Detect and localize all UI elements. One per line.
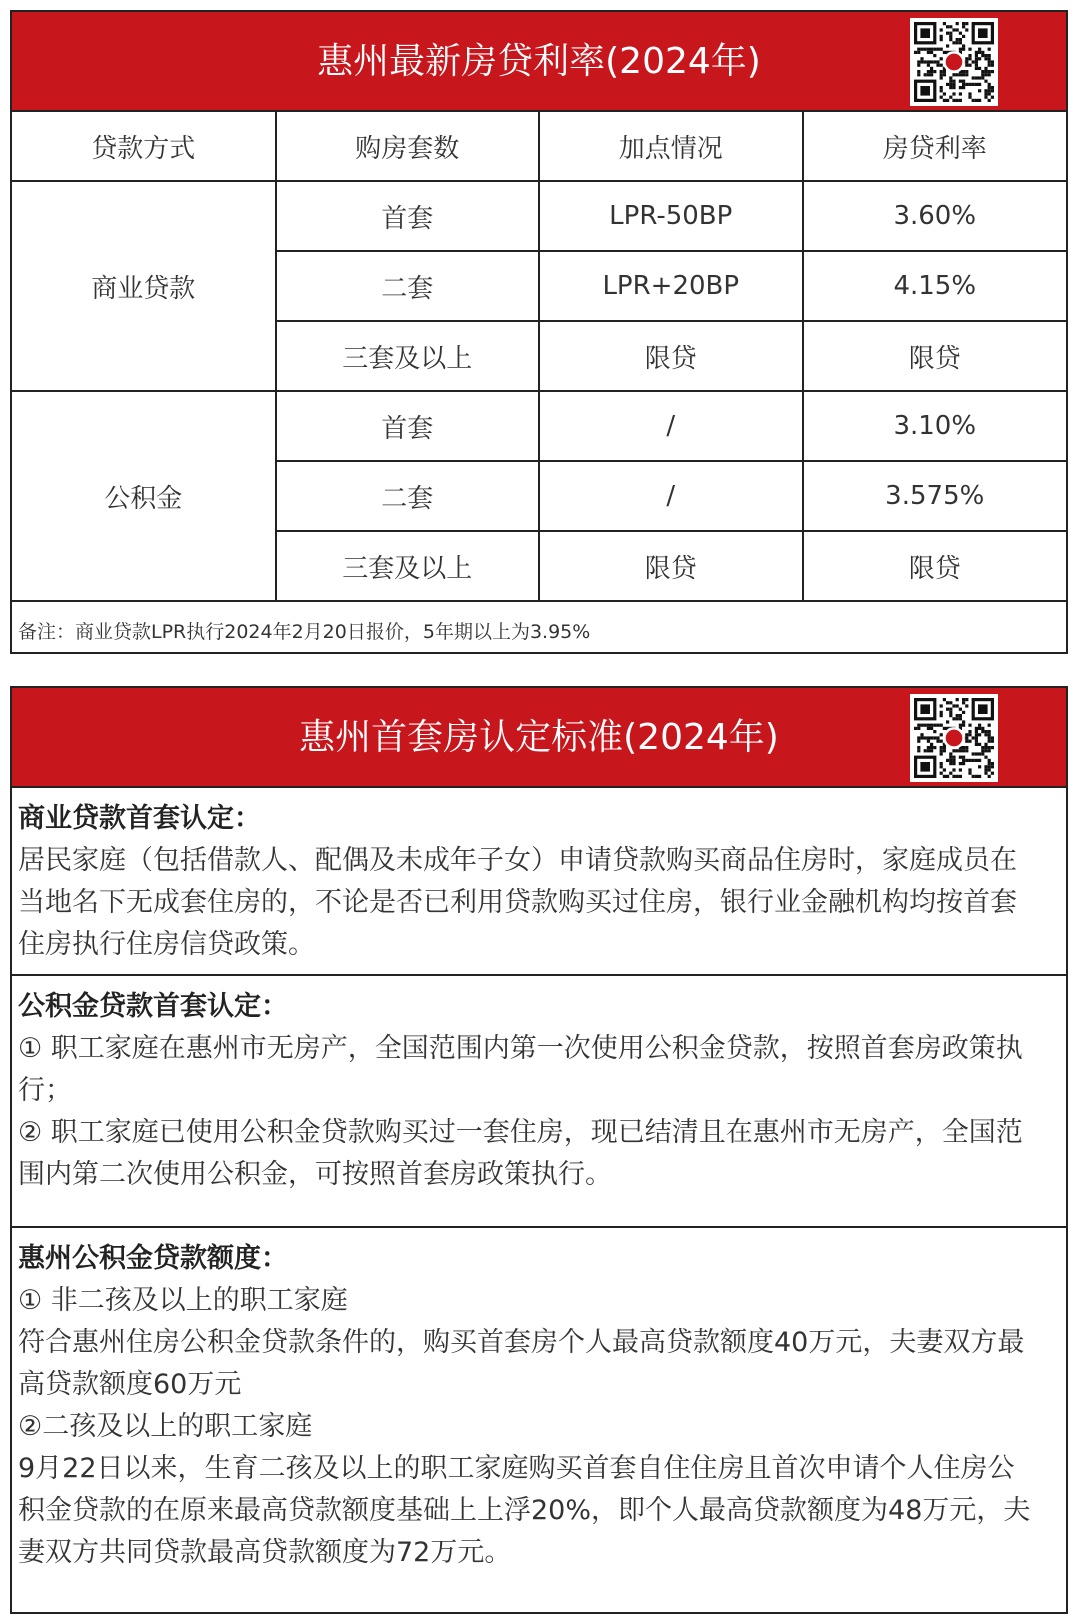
section-line: 高贷款额度60万元	[18, 1369, 242, 1400]
house-count-cell: 首套	[276, 181, 540, 251]
section-line: 当地名下无成套住房的，不论是否已利用贷款购买过住房，银行业金融机构均按首套	[18, 887, 1017, 918]
section-line: 居民家庭（包括借款人、配偶及未成年子女）申请贷款购买商品住房时，家庭成员在	[18, 845, 1017, 876]
loan-type-cell: 公积金	[12, 391, 276, 601]
house-count-cell: 三套及以上	[276, 531, 540, 601]
qr-code-icon	[910, 18, 998, 106]
header-cell: 房贷利率	[803, 112, 1067, 181]
spread-cell: 限贷	[539, 321, 803, 391]
header-cell: 贷款方式	[12, 112, 276, 181]
spread-cell: /	[539, 461, 803, 531]
standard-card-header	[12, 688, 1066, 788]
section-line: 妻双方共同贷款最高贷款额度为72万元。	[18, 1537, 512, 1568]
spread-cell: LPR-50BP	[539, 181, 803, 251]
house-count-cell: 三套及以上	[276, 321, 540, 391]
note-row	[12, 601, 1066, 659]
section-line: ① 非二孩及以上的职工家庭	[18, 1285, 348, 1316]
section-line: ② 职工家庭已使用公积金贷款购买过一套住房，现已结清且在惠州市无房产，全国范	[18, 1117, 1023, 1148]
rate-cell: 3.60%	[803, 181, 1067, 251]
header-cell: 购房套数	[276, 112, 540, 181]
table-note: 备注：商业贷款LPR执行2024年2月20日报价，5年期以上为3.95%	[12, 601, 1066, 659]
house-count-cell: 二套	[276, 461, 540, 531]
rates-card	[10, 10, 1068, 654]
fund-first-home-section	[12, 976, 1066, 1228]
loan-type-cell: 商业贷款	[12, 181, 276, 391]
section-line: ②二孩及以上的职工家庭	[18, 1411, 313, 1442]
section-heading: 公积金贷款首套认定：	[18, 991, 288, 1022]
section-heading: 惠州公积金贷款额度：	[18, 1243, 288, 1274]
rate-cell: 4.15%	[803, 251, 1067, 321]
section-line: ① 职工家庭在惠州市无房产，全国范围内第一次使用公积金贷款，按照首套房政策执	[18, 1033, 1023, 1064]
standard-card-title: 惠州首套房认定标准(2024年)	[299, 717, 779, 758]
rate-cell: 限贷	[803, 531, 1067, 601]
table-row	[12, 391, 1066, 461]
rates-card-title: 惠州最新房贷利率(2024年)	[317, 41, 761, 82]
section-line: 住房执行住房信贷政策。	[18, 929, 315, 960]
section-line: 行；	[18, 1075, 72, 1106]
rates-card-header	[12, 12, 1066, 112]
spread-cell: 限贷	[539, 531, 803, 601]
section-heading: 商业贷款首套认定：	[18, 803, 261, 834]
table-header-row	[12, 112, 1066, 181]
section-line: 积金贷款的在原来最高贷款额度基础上上浮20%，即个人最高贷款额度为48万元，夫	[18, 1495, 1031, 1526]
section-line: 符合惠州住房公积金贷款条件的，购买首套房个人最高贷款额度40万元，夫妻双方最	[18, 1327, 1025, 1358]
section-line: 围内第二次使用公积金，可按照首套房政策执行。	[18, 1159, 612, 1190]
rate-cell: 3.10%	[803, 391, 1067, 461]
house-count-cell: 首套	[276, 391, 540, 461]
standard-card	[10, 686, 1068, 1614]
rate-cell: 3.575%	[803, 461, 1067, 531]
table-row	[12, 181, 1066, 251]
qr-code-icon	[910, 694, 998, 782]
spread-cell: /	[539, 391, 803, 461]
header-cell: 加点情况	[539, 112, 803, 181]
rate-cell: 限贷	[803, 321, 1067, 391]
rates-table	[12, 112, 1066, 659]
fund-loan-limit-section	[12, 1228, 1066, 1610]
section-line: 9月22日以来，生育二孩及以上的职工家庭购买首套自住住房且首次申请个人住房公	[18, 1453, 1015, 1484]
commercial-first-home-section	[12, 788, 1066, 976]
spread-cell: LPR+20BP	[539, 251, 803, 321]
house-count-cell: 二套	[276, 251, 540, 321]
